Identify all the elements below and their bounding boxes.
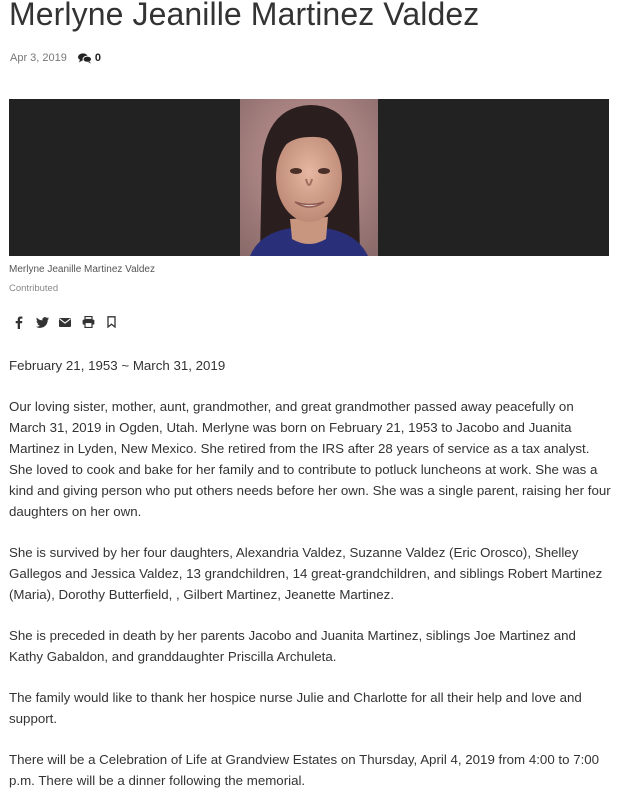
body-paragraph: The family would like to thank her hospice nurse Julie and Charlotte for all their help and love and support. bbox=[9, 690, 582, 726]
print-icon[interactable] bbox=[81, 315, 95, 329]
email-icon[interactable] bbox=[58, 315, 72, 329]
life-dates: February 21, 1953 ~ March 31, 2019 bbox=[9, 358, 226, 373]
portrait-photo[interactable] bbox=[240, 99, 378, 256]
photo-credit: Contributed bbox=[9, 283, 59, 294]
article-meta bbox=[10, 52, 101, 64]
publish-date: Apr 3, 2019 bbox=[10, 52, 67, 64]
article-title: Merlyne Jeanille Martinez Valdez bbox=[9, 0, 480, 32]
twitter-icon[interactable] bbox=[35, 315, 49, 329]
body-paragraph: She is survived by her four daughters, Alexandria Valdez, Suzanne Valdez (Eric Orosco), Shelley Gallegos and Jessica Valdez, 13 grandchildren, 14 great-grandchildren, and siblings Robert Martinez (Maria), Dorothy Butterfield, , Gilbert Martinez, Jeanette Martinez. bbox=[9, 545, 603, 602]
facebook-icon[interactable] bbox=[12, 315, 26, 329]
comments-link[interactable] bbox=[78, 52, 101, 64]
bookmark-icon[interactable] bbox=[104, 315, 118, 329]
body-paragraph: She is preceded in death by her parents Jacobo and Juanita Martinez, siblings Joe Martinez and Kathy Gabaldon, and granddaughter Priscilla Archuleta. bbox=[9, 628, 576, 664]
comments-icon bbox=[78, 53, 92, 64]
share-toolbar bbox=[12, 315, 127, 329]
article-body bbox=[9, 355, 613, 811]
body-paragraph: Our loving sister, mother, aunt, grandmother, and great grandmother passed away peacefully on March 31, 2019 in Ogden, Utah. Merlyne was born on February 21, 1953 to Jacobo and Juanita Martinez in Lyden, New Mexico. She retired from the IRS after 28 years of service as a tax analyst. She loved to cook and bake for her family and to contribute to potluck luncheons at work. She was a kind and giving person who put others needs before her own. She was a single parent, raising her four daughters on her own. bbox=[9, 399, 611, 519]
photo-caption: Merlyne Jeanille Martinez Valdez bbox=[9, 264, 155, 275]
body-paragraph: There will be a Celebration of Life at Grandview Estates on Thursday, April 4, 2019 from 4:00 to 7:00 p.m. There will be a dinner following the memorial. bbox=[9, 752, 600, 788]
photo-frame[interactable] bbox=[9, 99, 609, 256]
comment-count: 0 bbox=[94, 52, 101, 64]
